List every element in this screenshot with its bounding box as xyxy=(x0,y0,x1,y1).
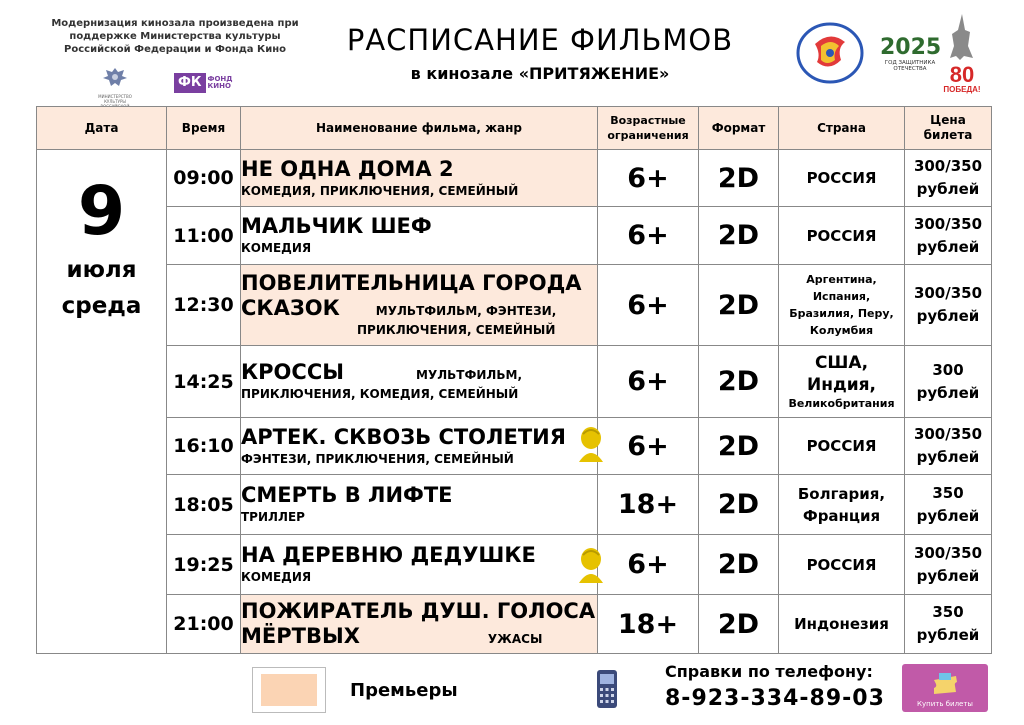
age-rating: 18+ xyxy=(598,595,699,654)
film-cell xyxy=(241,150,598,207)
buy-tickets-label: Купить билеты xyxy=(917,700,973,708)
column-header-age-line: ограничения xyxy=(607,129,689,142)
film-country: РОССИЯ xyxy=(779,418,905,475)
victory-80-logo xyxy=(940,12,984,94)
film-format: 2D xyxy=(699,346,779,418)
showtime: 16:10 xyxy=(167,418,241,475)
eagle-emblem-icon xyxy=(100,66,130,90)
film-country-item: Великобритания xyxy=(788,397,895,410)
ticket-price xyxy=(905,595,992,654)
ticket-price-unit: рублей xyxy=(916,506,980,525)
ticket-price-unit: рублей xyxy=(916,180,980,198)
film-title: НЕ ОДНА ДОМА 2 xyxy=(241,156,454,181)
film-title: КРОССЫ xyxy=(241,360,344,384)
ticket-price xyxy=(905,535,992,595)
fk-logo-text xyxy=(208,76,233,90)
phone-label: Справки по телефону: xyxy=(665,662,873,681)
ticket-price xyxy=(905,207,992,265)
support-line: поддержке Министерства культуры xyxy=(69,31,281,42)
buy-tickets-button[interactable] xyxy=(902,664,988,712)
film-title: НА ДЕРЕВНЮ ДЕДУШКЕ xyxy=(241,543,536,567)
phone-icon xyxy=(594,668,620,710)
year-logo-caption: ОТЕЧЕСТВА xyxy=(893,66,927,72)
film-format: 2D xyxy=(699,418,779,475)
film-genre: КОМЕДИЯ xyxy=(241,570,312,584)
table-header-row xyxy=(37,107,992,150)
victory-logo-word: ПОБЕДА! xyxy=(943,85,981,94)
film-title-line xyxy=(241,360,597,385)
film-country: Индонезия xyxy=(779,595,905,654)
ticket-icon xyxy=(930,670,960,698)
date-day: 9 xyxy=(77,172,126,251)
year-logo-number: 2025 xyxy=(880,35,942,60)
table-row xyxy=(37,265,992,346)
ticket-price xyxy=(905,150,992,207)
film-country-item: Бразилия, Перу, xyxy=(789,307,894,320)
film-format: 2D xyxy=(699,595,779,654)
film-country-item: Колумбия xyxy=(809,324,874,337)
ticket-price-unit: рублей xyxy=(916,307,980,325)
film-country xyxy=(779,475,905,535)
ticket-price-unit: рублей xyxy=(916,448,980,466)
table-row xyxy=(37,418,992,475)
victory-logo-number: 80 xyxy=(949,62,975,87)
film-genre: ТРИЛЛЕР xyxy=(241,510,305,524)
column-header-time: Время xyxy=(167,107,241,150)
showtime: 12:30 xyxy=(167,265,241,346)
film-cell xyxy=(241,595,598,654)
column-header-price-line: Цена xyxy=(930,113,966,127)
support-line: Модернизация кинозала произведена при xyxy=(51,18,299,29)
page-subtitle: в кинозале «ПРИТЯЖЕНИЕ» xyxy=(410,64,670,83)
showtime: 11:00 xyxy=(167,207,241,265)
column-header-film: Наименование фильма, жанр xyxy=(241,107,598,150)
ticket-price-value: 300/350 xyxy=(913,425,983,443)
film-title: ПОВЕЛИТЕЛЬНИЦА ГОРОДА xyxy=(241,271,582,295)
ticket-price xyxy=(905,475,992,535)
age-rating: 6+ xyxy=(598,207,699,265)
film-title: СКАЗОК xyxy=(241,296,340,320)
film-country-item: Болгария, xyxy=(797,484,886,503)
film-format: 2D xyxy=(699,475,779,535)
ticket-price-value: 300 xyxy=(932,360,964,379)
film-genre: КОМЕДИЯ, ПРИКЛЮЧЕНИЯ, СЕМЕЙНЫЙ xyxy=(241,183,519,198)
film-title-line xyxy=(241,624,597,649)
pushkin-card-icon xyxy=(573,424,609,464)
film-genre: ФЭНТЕЗИ, ПРИКЛЮЧЕНИЯ, СЕМЕЙНЫЙ xyxy=(241,451,514,466)
schedule-table xyxy=(36,106,992,654)
date-month: июля xyxy=(66,257,137,283)
ticket-price-unit: рублей xyxy=(916,626,980,644)
ticket-price xyxy=(905,265,992,346)
ticket-price-unit: рублей xyxy=(916,566,980,585)
film-format: 2D xyxy=(699,265,779,346)
film-genre: КОМЕДИЯ xyxy=(241,241,312,255)
film-country-item: Индия, xyxy=(807,375,876,395)
table-row xyxy=(37,595,992,654)
column-header-price-line: билета xyxy=(923,128,973,142)
premiere-legend-swatch xyxy=(252,667,326,713)
date-cell xyxy=(37,150,167,654)
fk-logo-text-line: КИНО xyxy=(207,82,231,90)
film-genre: ПРИКЛЮЧЕНИЯ, КОМЕДИЯ, СЕМЕЙНЫЙ xyxy=(241,387,519,401)
table-row xyxy=(37,475,992,535)
film-format: 2D xyxy=(699,535,779,595)
ticket-price-value: 300/350 xyxy=(913,543,983,562)
showtime: 18:05 xyxy=(167,475,241,535)
ticket-price xyxy=(905,346,992,418)
film-country xyxy=(779,346,905,418)
film-genre: ПРИКЛЮЧЕНИЯ, СЕМЕЙНЫЙ xyxy=(357,323,556,337)
culture-emblem-icon xyxy=(795,22,865,84)
film-cell xyxy=(241,475,598,535)
film-country xyxy=(779,265,905,346)
film-cell xyxy=(241,535,598,595)
fk-logo-text-line: ФОНД xyxy=(207,75,233,83)
date-weekday: среда xyxy=(61,293,142,319)
showtime: 14:25 xyxy=(167,346,241,418)
film-country-item: Аргентина, xyxy=(806,273,877,286)
film-cell xyxy=(241,207,598,265)
ticket-price xyxy=(905,418,992,475)
column-header-date: Дата xyxy=(37,107,167,150)
column-header-price xyxy=(905,107,992,150)
ticket-price-unit: рублей xyxy=(916,237,980,256)
support-line: Российской Федерации и Фонда Кино xyxy=(64,44,286,55)
age-rating: 6+ xyxy=(598,535,699,595)
column-header-age xyxy=(598,107,699,150)
ticket-price-value: 300/350 xyxy=(913,284,983,302)
year-of-defender-logo xyxy=(880,36,940,72)
table-row xyxy=(37,207,992,265)
column-header-format: Формат xyxy=(699,107,779,150)
age-rating: 6+ xyxy=(598,150,699,207)
age-rating: 6+ xyxy=(598,418,699,475)
ticket-price-value: 350 xyxy=(932,483,964,502)
film-country: РОССИЯ xyxy=(779,535,905,595)
film-genre: МУЛЬТФИЛЬМ, ФЭНТЕЗИ, xyxy=(375,304,557,318)
film-cell xyxy=(241,418,598,475)
film-cell xyxy=(241,265,598,346)
showtime: 19:25 xyxy=(167,535,241,595)
film-title: МЁРТВЫХ xyxy=(241,624,360,648)
premiere-legend-label: Премьеры xyxy=(350,680,458,701)
table-row xyxy=(37,150,992,207)
table-row xyxy=(37,535,992,595)
fond-kino-logo xyxy=(174,72,233,94)
film-title: АРТЕК. СКВОЗЬ СТОЛЕТИЯ xyxy=(241,424,566,449)
page-title: РАСПИСАНИЕ ФИЛЬМОВ xyxy=(346,23,734,57)
pushkin-card-icon xyxy=(573,545,609,585)
film-country-item: Испания, xyxy=(812,290,871,303)
film-title: МАЛЬЧИК ШЕФ xyxy=(241,214,432,238)
premiere-legend-color xyxy=(261,674,317,706)
ministry-logo-text: МИНИСТЕРСТВО КУЛЬТУРЫ xyxy=(98,94,132,104)
film-genre: МУЛЬТФИЛЬМ, xyxy=(416,368,523,382)
phone-number[interactable]: 8-923-334-89-03 xyxy=(665,686,885,711)
film-cell xyxy=(241,346,598,418)
column-header-age-line: Возрастные xyxy=(610,114,686,127)
age-rating: 6+ xyxy=(598,346,699,418)
film-title: СМЕРТЬ В ЛИФТЕ xyxy=(241,483,453,507)
ticket-price-value: 300/350 xyxy=(913,214,983,233)
film-format: 2D xyxy=(699,150,779,207)
table-row xyxy=(37,346,992,418)
ticket-price-value: 300/350 xyxy=(913,157,983,175)
film-genre: УЖАСЫ xyxy=(487,632,543,646)
film-title-line xyxy=(241,296,597,321)
ticket-price-unit: рублей xyxy=(916,383,980,402)
showtime: 09:00 xyxy=(167,150,241,207)
fk-logo-mark: ФК xyxy=(174,73,206,93)
year-logo-caption: ГОД ЗАЩИТНИКА xyxy=(884,60,936,66)
support-notice xyxy=(50,17,300,56)
ticket-price-value: 350 xyxy=(932,603,964,621)
film-country: РОССИЯ xyxy=(779,150,905,207)
column-header-country: Страна xyxy=(779,107,905,150)
film-country-item: США, xyxy=(814,353,869,373)
showtime: 21:00 xyxy=(167,595,241,654)
film-country: РОССИЯ xyxy=(779,207,905,265)
film-format: 2D xyxy=(699,207,779,265)
film-country-item: Франция xyxy=(802,506,881,525)
film-title: ПОЖИРАТЕЛЬ ДУШ. ГОЛОСА xyxy=(241,599,596,623)
age-rating: 6+ xyxy=(598,265,699,346)
age-rating: 18+ xyxy=(598,475,699,535)
